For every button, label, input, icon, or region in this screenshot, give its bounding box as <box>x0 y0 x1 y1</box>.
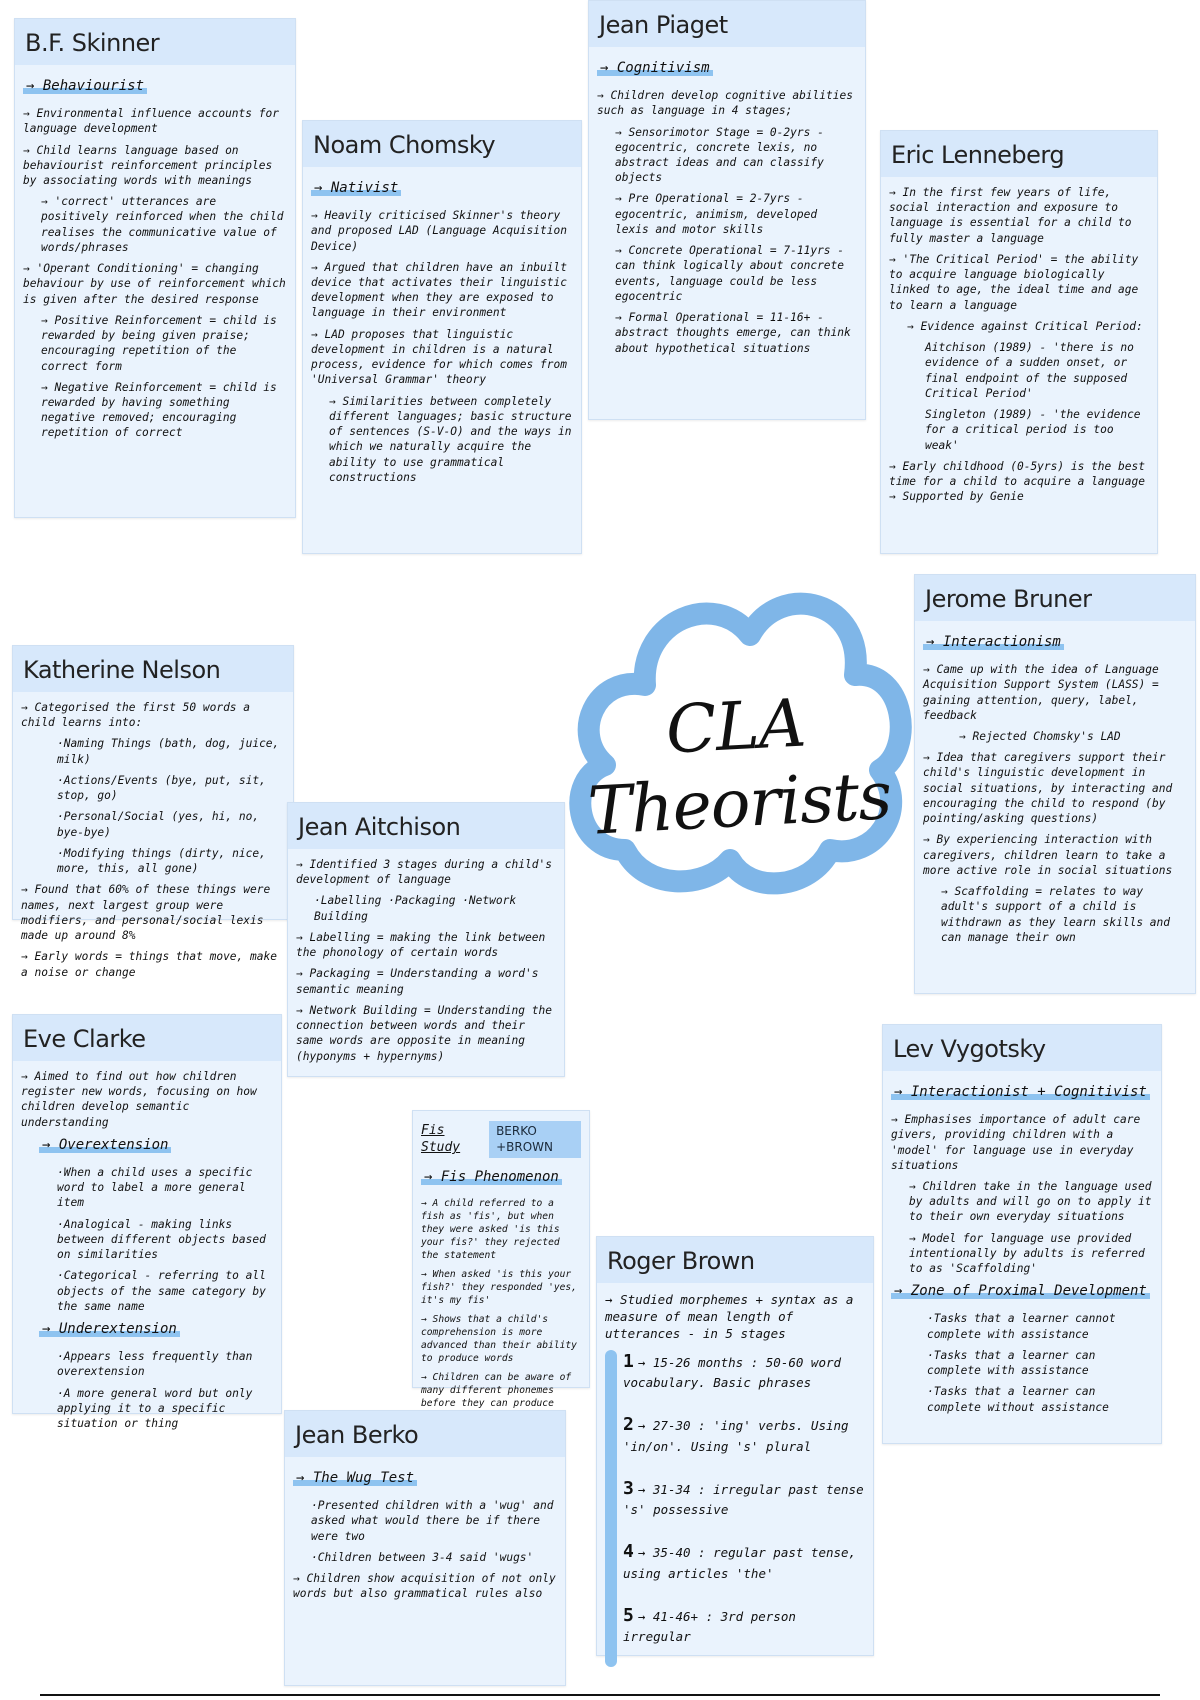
note-line: → In the first few years of life, social interaction and exposure to language is essential for a child to fully master a language <box>889 186 1132 245</box>
card-notes <box>915 621 1195 957</box>
stage-row <box>623 1413 865 1454</box>
card-title: Lev Vygotsky <box>883 1025 1161 1071</box>
note-line: ·Actions/Events (bye, put, sit, stop, go) <box>57 773 266 803</box>
note-line: ·Personal/Social (yes, hi, no, bye-bye) <box>57 810 260 839</box>
card-title: Jerome Bruner <box>915 575 1195 621</box>
note-line: → Pre Operational = 2-7yrs - egocentric, animism, developed lexis and motor skills <box>615 192 818 236</box>
note-line: ·Tasks that a learner cannot complete with assistance <box>927 1312 1116 1341</box>
card-title: B.F. Skinner <box>15 19 295 65</box>
note-line: → Sensorimotor Stage = 0-2yrs - egocentric, concrete lexis, no abstract ideas and can classify objects <box>615 125 824 185</box>
note-line: → Evidence against Critical Period: <box>907 319 1143 333</box>
note-line: → Identified 3 stages during a child's development of language <box>296 858 552 887</box>
note-line: → When asked 'is this your fish?' they responded 'yes, it's my fis' <box>421 1268 577 1306</box>
card-skinner <box>14 18 296 518</box>
note-line: Aitchison (1989) - 'there is no evidence of a sudden onset, or final endpoint of the supposed Critical Period' <box>925 341 1134 400</box>
brown-intro: → Studied morphemes + syntax as a measure of mean length of utterances - in 5 stages <box>605 1292 854 1341</box>
note-line: ·Labelling ·Packaging ·Network Building <box>314 894 517 923</box>
note-line: → Rejected Chomsky's LAD <box>959 729 1121 743</box>
card-notes <box>881 177 1157 516</box>
note-line: → Children take in the language used by adults and will go on to apply it to their own everyday situations <box>909 1179 1152 1224</box>
stage-number: 4 <box>623 1541 634 1563</box>
note-line: → Shows that a child's comprehension is more advanced than their ability to produce words <box>421 1314 577 1365</box>
card-notes <box>15 65 295 453</box>
note-line: → Labelling = making the link between the phonology of certain words <box>296 930 546 960</box>
note-line: ·Children between 3-4 said 'wugs' <box>311 1550 534 1564</box>
note-heading <box>421 1168 581 1187</box>
note-line: → Emphasises importance of adult care givers, providing children with a 'model' for language use in everyday situations <box>891 1113 1141 1172</box>
note-heading <box>23 77 287 96</box>
stage-text: → 15-26 months : 50-60 word vocabulary. Basic phrases <box>623 1355 842 1391</box>
stage-number: 3 <box>623 1477 634 1499</box>
highlighted-term: → Interactionism <box>923 634 1064 650</box>
note-line: → 'correct' utterances are positively reinforced when the child realises the communicative value of words/phrases <box>41 195 284 254</box>
note-line: → Environmental influence accounts for language development <box>23 107 279 136</box>
stage-text: → 35-40 : regular past tense, using articles 'the' <box>623 1545 857 1581</box>
card-notes <box>285 1457 565 1613</box>
note-line: ·Presented children with a 'wug' and asked what would there be if there were two <box>311 1499 554 1543</box>
card-notes <box>421 1168 581 1424</box>
card-title: Jean Berko <box>285 1411 565 1457</box>
note-line: Singleton (1989) - 'the evidence for a critical period is too weak' <box>925 408 1141 452</box>
note-line: → Scaffolding = relates to way adult's support of a child is withdrawn as they learn skills and can manage their own <box>941 885 1171 944</box>
note-line: → Aimed to find out how children register new words, focusing on how children develop semantic understanding <box>21 1070 257 1129</box>
card-title: Jean Aitchison <box>288 803 564 849</box>
note-line: → Negative Reinforcement = child is rewarded by having something negative removed; encouraging repetition of correct <box>41 380 277 440</box>
card-brown <box>596 1236 874 1656</box>
note-line: → Child learns language based on behaviourist reinforcement principles by associating words with meanings <box>23 143 273 187</box>
card-notes <box>597 1283 873 1673</box>
highlighted-term: → Underextension <box>39 1321 180 1337</box>
note-line: → Idea that caregivers support their child's linguistic development in social situations, by interacting and encouraging the child to respond (by pointing/asking questions) <box>923 751 1173 826</box>
card-lenneberg <box>880 130 1158 554</box>
highlighted-term: → Nativist <box>311 180 401 196</box>
stage-list <box>605 1350 865 1667</box>
card-fis-study <box>412 1110 590 1410</box>
stage-row <box>623 1477 865 1518</box>
stage-number: 1 <box>623 1351 634 1372</box>
card-notes <box>13 692 293 992</box>
note-line: → Categorised the first 50 words a child learns into: <box>21 701 251 730</box>
highlighted-term: → Overextension <box>39 1137 171 1153</box>
note-line: → 'Operant Conditioning' = changing behaviour by use of reinforcement which is given after the desired response <box>23 262 286 306</box>
card-aitchison <box>287 802 565 1077</box>
stage-number: 2 <box>623 1414 634 1436</box>
note-line: → By experiencing interaction with caregivers, children learn to take a more active role in social situations <box>923 833 1173 877</box>
note-heading <box>39 1320 273 1339</box>
note-line: ·Categorical - referring to all objects of the same category by the same name <box>57 1269 266 1313</box>
note-line: → A child referred to a fish as 'fis', but when they were asked 'is this your fis?' they rejected the statement <box>421 1197 560 1261</box>
page-title: CLA Theorists <box>586 684 893 850</box>
highlighted-term: → Fis Phenomenon <box>421 1169 562 1185</box>
card-piaget <box>588 0 866 420</box>
stage-text: → 31-34 : irregular past tense 's' possessive <box>623 1481 864 1518</box>
stage-row <box>623 1350 865 1391</box>
card-title: Eve Clarke <box>13 1015 281 1061</box>
note-line: ·Modifying things (dirty, nice, more, this, all gone) <box>57 846 266 876</box>
highlighted-term: → The Wug Test <box>293 1470 417 1486</box>
researchers-badge: BERKO +BROWN <box>489 1121 581 1158</box>
stage-bar <box>605 1350 617 1667</box>
note-line: ·When a child uses a specific word to label a more general item <box>57 1165 253 1210</box>
note-line: → Children develop cognitive abilities such as language in 4 stages; <box>597 89 853 118</box>
note-line: → Model for language use provided intentionally by adults is referred to as 'Scaffolding' <box>909 1231 1145 1276</box>
note-heading <box>39 1136 273 1155</box>
note-line: ·Appears less frequently than overextension <box>57 1350 253 1379</box>
note-line: → Came up with the idea of Language Acquisition Support System (LASS) = gaining attention, query, label, feedback <box>923 663 1159 722</box>
card-title: Eric Lenneberg <box>881 131 1157 177</box>
note-line: → Formal Operational = 11-16+ - abstract thoughts emerge, can think about hypothetical situations <box>615 311 851 355</box>
card-vygotsky <box>882 1024 1162 1444</box>
stage-number: 5 <box>623 1604 634 1626</box>
note-line: → Packaging = Understanding a word's semantic meaning <box>296 967 539 996</box>
note-heading <box>293 1469 557 1488</box>
note-line: ·Tasks that a learner can complete with assistance <box>927 1348 1096 1378</box>
note-line: → Early childhood (0-5yrs) is the best time for a child to acquire a language → Supported by Genie <box>889 459 1145 504</box>
highlighted-term: → Behaviourist <box>23 78 147 94</box>
card-clarke <box>12 1014 282 1431</box>
card-title: Roger Brown <box>597 1237 873 1283</box>
card-notes <box>303 167 581 497</box>
stage-text: → 27-30 : 'ing' verbs. Using 'in/on'. Using 's' plural <box>623 1418 849 1454</box>
card-title: Katherine Nelson <box>13 646 293 692</box>
card-notes <box>883 1071 1161 1427</box>
note-line: → Positive Reinforcement = child is rewarded by being given praise; encouraging repetition of the correct form <box>41 313 277 373</box>
note-line: ·A more general word but only applying it to a specific situation or thing <box>57 1386 253 1431</box>
note-line: → Argued that children have an inbuilt device that activates their linguistic development when they are exposed to language in their environment <box>311 260 567 320</box>
stage-items <box>623 1350 865 1667</box>
highlighted-term: → Interactionist + Cognitivist <box>891 1084 1150 1100</box>
card-title: Noam Chomsky <box>303 121 581 167</box>
card-bruner <box>914 574 1196 994</box>
card-notes-wrap <box>413 1111 589 1435</box>
card-berko <box>284 1410 566 1686</box>
note-heading <box>923 633 1187 652</box>
fis-header <box>421 1121 581 1158</box>
note-line: → Similarities between completely different languages; basic structure of sentences (S-V-O) and the ways in which we naturally acquire the ability to use grammatical constructions <box>329 394 572 484</box>
stage-text: → 41-46+ : 3rd person irregular <box>623 1608 796 1645</box>
card-notes <box>589 47 865 368</box>
note-heading <box>891 1282 1153 1301</box>
note-line: → Found that 60% of these things were names, next largest group were modifiers, and personal/social lexis made up around 8% <box>21 883 271 943</box>
highlighted-term: → Zone of Proximal Development <box>891 1283 1150 1299</box>
note-line: → LAD proposes that linguistic development in children is a natural process, evidence for which comes from 'Universal Grammar' theory <box>311 327 567 387</box>
note-line: → Children show acquisition of not only words but also grammatical rules also <box>293 1571 556 1601</box>
highlighted-term: → Cognitivism <box>597 60 713 76</box>
card-title: Fis Study <box>421 1122 461 1156</box>
card-notes <box>13 1061 281 1443</box>
note-heading <box>891 1083 1153 1102</box>
note-line: ·Naming Things (bath, dog, juice, milk) <box>57 737 280 766</box>
bottom-rule <box>40 1694 1160 1696</box>
note-line: → Children can be aware of many different phonemes before they can produce <box>421 1372 572 1410</box>
card-nelson <box>12 645 294 979</box>
card-title: Jean Piaget <box>589 1 865 47</box>
note-line: → Heavily criticised Skinner's theory and proposed LAD (Language Acquisition Device) <box>311 209 567 253</box>
note-line: ·Analogical - making links between different objects based on similarities <box>57 1217 266 1262</box>
stage-row <box>623 1604 865 1645</box>
note-line: → Early words = things that move, make a noise or change <box>21 950 277 979</box>
note-heading <box>597 59 857 78</box>
card-notes <box>288 849 564 1076</box>
card-chomsky <box>302 120 582 554</box>
title-cloud <box>565 560 910 930</box>
note-line: ·Tasks that a learner can complete without assistance <box>927 1385 1109 1414</box>
note-heading <box>311 179 573 198</box>
note-line: → Network Building = Understanding the connection between words and their same words are opposite in meaning (hyponyms + hypernyms) <box>296 1003 552 1063</box>
note-line: → Concrete Operational = 7-11yrs - can think logically about concrete events, language could be less egocentric <box>615 244 845 303</box>
stage-row <box>623 1540 865 1581</box>
note-line: → 'The Critical Period' = the ability to acquire language biologically linked to age, the ideal time and age to learn a language <box>889 252 1139 312</box>
